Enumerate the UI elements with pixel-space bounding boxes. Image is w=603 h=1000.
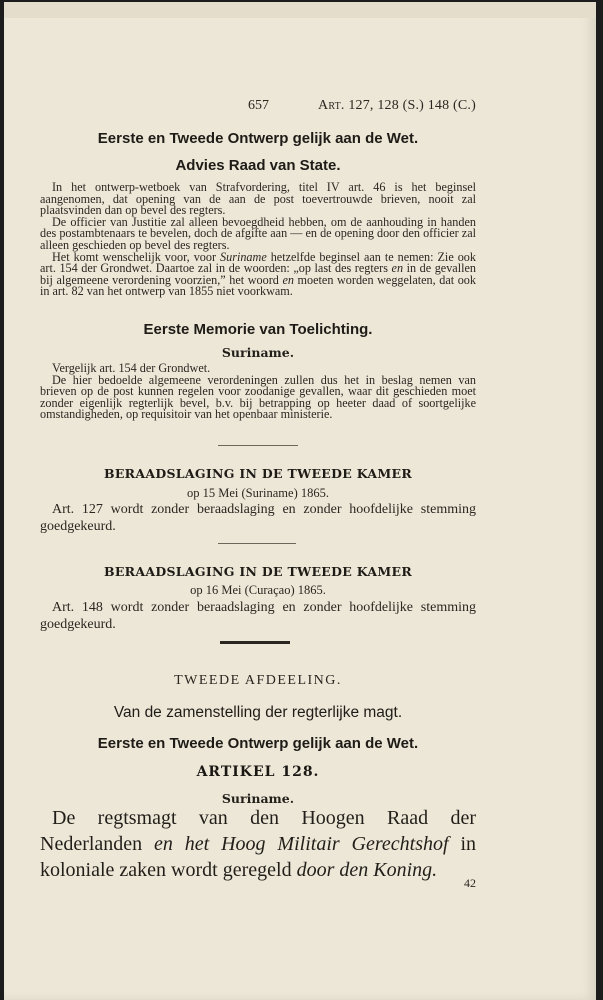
scanned-page bbox=[4, 2, 596, 1000]
artikel-heading: ARTIKEL 128. bbox=[196, 764, 320, 780]
section2-paragraph-2: De hier bedoelde algemeene verordeningen zullen dus het in beslag nemen van brieven op de post kunnen regelen voor zoodanige gevallen, waar dit geschieden moet zonder eigenlijk regterlijk bevel, b.v. bij betrapping op heeter daad of soortgelijke omstandigheden, op requisitoir van het openbaar ministerie. bbox=[40, 372, 476, 422]
page-number: 657 bbox=[248, 98, 269, 113]
divider bbox=[218, 543, 296, 544]
beraadslaging-1-text: Art. 127 wordt zonder beraadslaging en zonder hoofdelijke stemming goedgekeurd. bbox=[40, 502, 476, 534]
emphasis-en: en bbox=[391, 261, 404, 276]
emphasis-koning: door den Koning. bbox=[296, 859, 438, 881]
article-reference: Art. 127, 128 (S.) 148 (C.) bbox=[318, 98, 476, 113]
divider bbox=[218, 445, 298, 446]
section2-body bbox=[40, 363, 476, 421]
emphasis-en: en bbox=[282, 272, 294, 287]
section-divider bbox=[220, 641, 290, 644]
section2-heading: Eerste Memorie van Toelichting. bbox=[143, 321, 373, 338]
part-subtitle: Van de zamenstelling der regterlijke magt. bbox=[113, 704, 403, 721]
section1-heading: Eerste en Tweede Ontwerp gelijk aan de Wet. bbox=[97, 130, 419, 147]
section2-subheading: Suriname. bbox=[221, 345, 295, 360]
beraadslaging-1-title: BERAADSLAGING IN DE TWEEDE KAMER bbox=[103, 466, 413, 481]
section1-paragraph-1: In het ontwerp-wetboek van Strafvordering, titel IV art. 46 is het beginsel aangenomen, dat opening van de aan de post toevertrouwde brieven, nooit zal plaatsvinden dan op bevel des regters. bbox=[40, 180, 476, 218]
section2-paragraph-1: Vergelijk art. 154 der Grondwet. bbox=[52, 361, 211, 375]
footer-signature-number: 42 bbox=[464, 876, 476, 890]
article-128-text: De regtsmagt van den Hoogen Raad der Nederlanden en het Hoog Militair Gerechtshof in koloniale zaken wordt geregeld door den Koning. bbox=[40, 807, 476, 881]
beraadslaging-2-date: op 16 Mei (Curaçao) 1865. bbox=[190, 583, 326, 597]
section1-paragraph-3: Het komt wenschelijk voor, voor Suriname hetzelfde beginsel aan te nemen: Zie ook art. 154 der Grondwet. Daartoe zal in de woorden: „op last des regters en in de gevallen bij algemeene verordening voorzien,” het woord en moeten worden weggelaten, dat ook in art. 82 van het ontwerp van 1855 niet voorkwam. bbox=[40, 249, 476, 299]
part-heading: Eerste en Tweede Ontwerp gelijk aan de Wet. bbox=[97, 735, 419, 752]
beraadslaging-2-title: BERAADSLAGING IN DE TWEEDE KAMER bbox=[103, 564, 413, 579]
part-title: TWEEDE AFDEELING. bbox=[174, 673, 342, 688]
emphasis-suriname: Suriname bbox=[220, 249, 267, 264]
page-top-band bbox=[4, 2, 596, 18]
section1-paragraph-2: De officier van Justitie zal alleen bevoegdheid hebben, om de aanhouding in handen des postambtenaars te bevelen, doch de afgifte aan — en de opening door den officier zal alleen geschieden op bevel des regters. bbox=[40, 214, 476, 252]
part-subheading: Suriname. bbox=[221, 791, 295, 806]
beraadslaging-1-date: op 15 Mei (Suriname) 1865. bbox=[187, 486, 329, 500]
section1-body bbox=[40, 182, 476, 298]
beraadslaging-2-text: Art. 148 wordt zonder beraadslaging en zonder hoofdelijke stemming goedgekeurd. bbox=[40, 600, 476, 632]
emphasis-gerechtshof: en het Hoog Militair Gerechtshof bbox=[154, 833, 449, 855]
section1-subheading: Advies Raad van State. bbox=[175, 157, 341, 174]
